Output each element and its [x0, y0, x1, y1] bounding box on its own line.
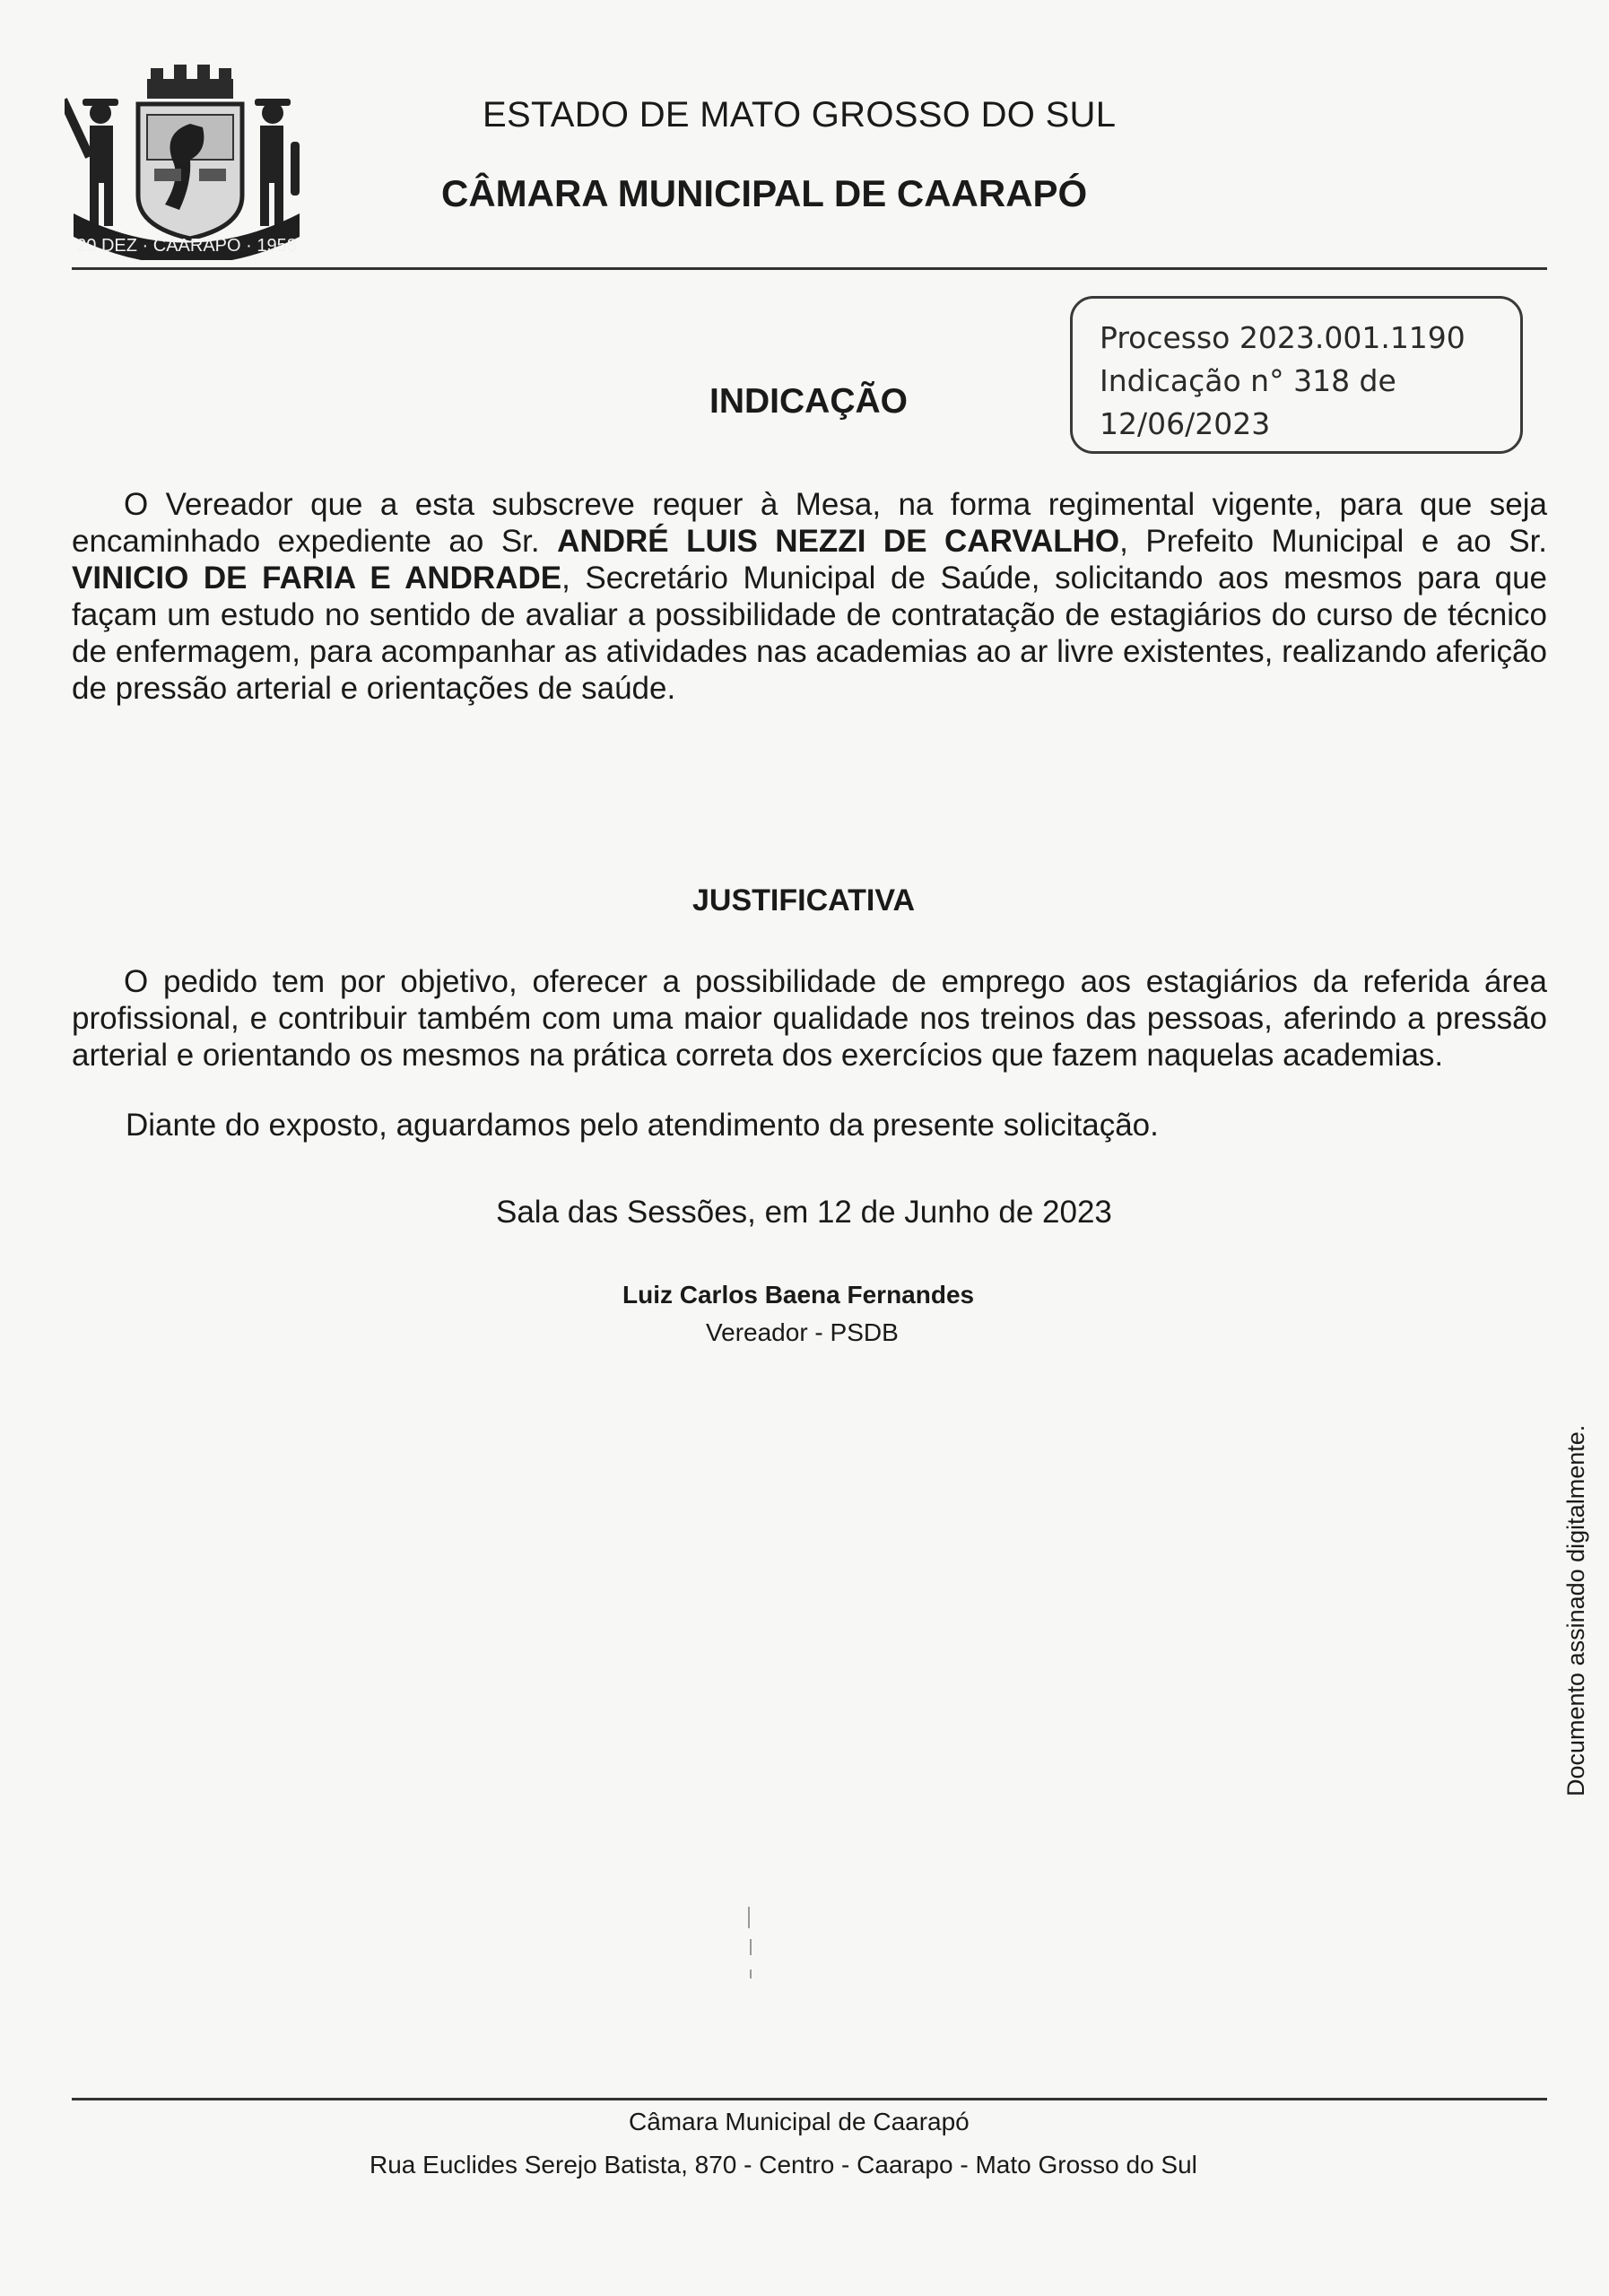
footer-address: Rua Euclides Serejo Batista, 870 - Centro - Caarapo - Mato Grosso do Sul [370, 2151, 1197, 2179]
justificativa-paragraph [72, 963, 1547, 1074]
indicacao-paragraph [72, 486, 1547, 707]
indicacao-title: INDICAÇÃO [709, 382, 908, 421]
indication-date: 12/06/2023 [1100, 406, 1271, 441]
signer-name: Luiz Carlos Baena Fernandes [622, 1281, 975, 1309]
conclusion-text: Diante do exposto, aguardamos pelo atendimento da presente solicitação. [126, 1108, 1159, 1143]
scan-mark [748, 1907, 750, 1928]
recipient-secretary: VINICIO DE FARIA E ANDRADE [72, 561, 562, 596]
indicacao-text-3: , Secretário Municipal de Saúde, solicitando aos mesmos para que façam um estudo no sentido de avaliar a possibilidade de contratação de estagiários do curso de técnico de enfermagem, para acompanhar as atividades nas academias ao ar livre existentes, realizando aferição de pressão arterial e orientações de saúde. [72, 561, 1547, 706]
digital-signature-note: Documento assinado digitalmente. [1562, 1424, 1589, 1796]
state-heading: ESTADO DE MATO GROSSO DO SUL [483, 95, 1117, 135]
header-divider [72, 267, 1547, 270]
indicacao-text-2: , Prefeito Municipal e ao Sr. [1119, 524, 1548, 559]
indicacao-text-1: O Vereador que a esta subscreve requer à Mesa, na forma regimental vigente, para que seja encaminhado expediente ao Sr. [72, 487, 1547, 559]
crest-ribbon-text: 20 DEZ · CAARAPÓ · 1958 [76, 236, 297, 256]
chamber-heading: CÂMARA MUNICIPAL DE CAARAPÓ [441, 172, 1088, 214]
footer-divider [72, 2098, 1547, 2100]
recipient-mayor: ANDRÉ LUIS NEZZI DE CARVALHO [557, 524, 1120, 559]
indication-number: Indicação n° 318 de [1100, 363, 1396, 398]
scan-mark [750, 1939, 752, 1955]
process-stamp-box [1070, 296, 1523, 454]
scan-mark [750, 1970, 752, 1979]
footer-chamber-name: Câmara Municipal de Caarapó [629, 2108, 970, 2135]
signer-role: Vereador - PSDB [706, 1318, 899, 1346]
municipal-crest-logo [65, 61, 309, 260]
process-number: Processo 2023.001.1190 [1100, 320, 1465, 355]
justificativa-title: JUSTIFICATIVA [692, 883, 916, 918]
justificativa-text: O pedido tem por objetivo, oferecer a possibilidade de emprego aos estagiários da referida área profissional, e contribuir também com uma maior qualidade nos treinos das pessoas, aferindo a pressão arterial e orientando os mesmos na prática correta dos exercícios que fazem naquelas academias. [72, 964, 1547, 1073]
session-date: Sala das Sessões, em 12 de Junho de 2023 [496, 1195, 1112, 1230]
